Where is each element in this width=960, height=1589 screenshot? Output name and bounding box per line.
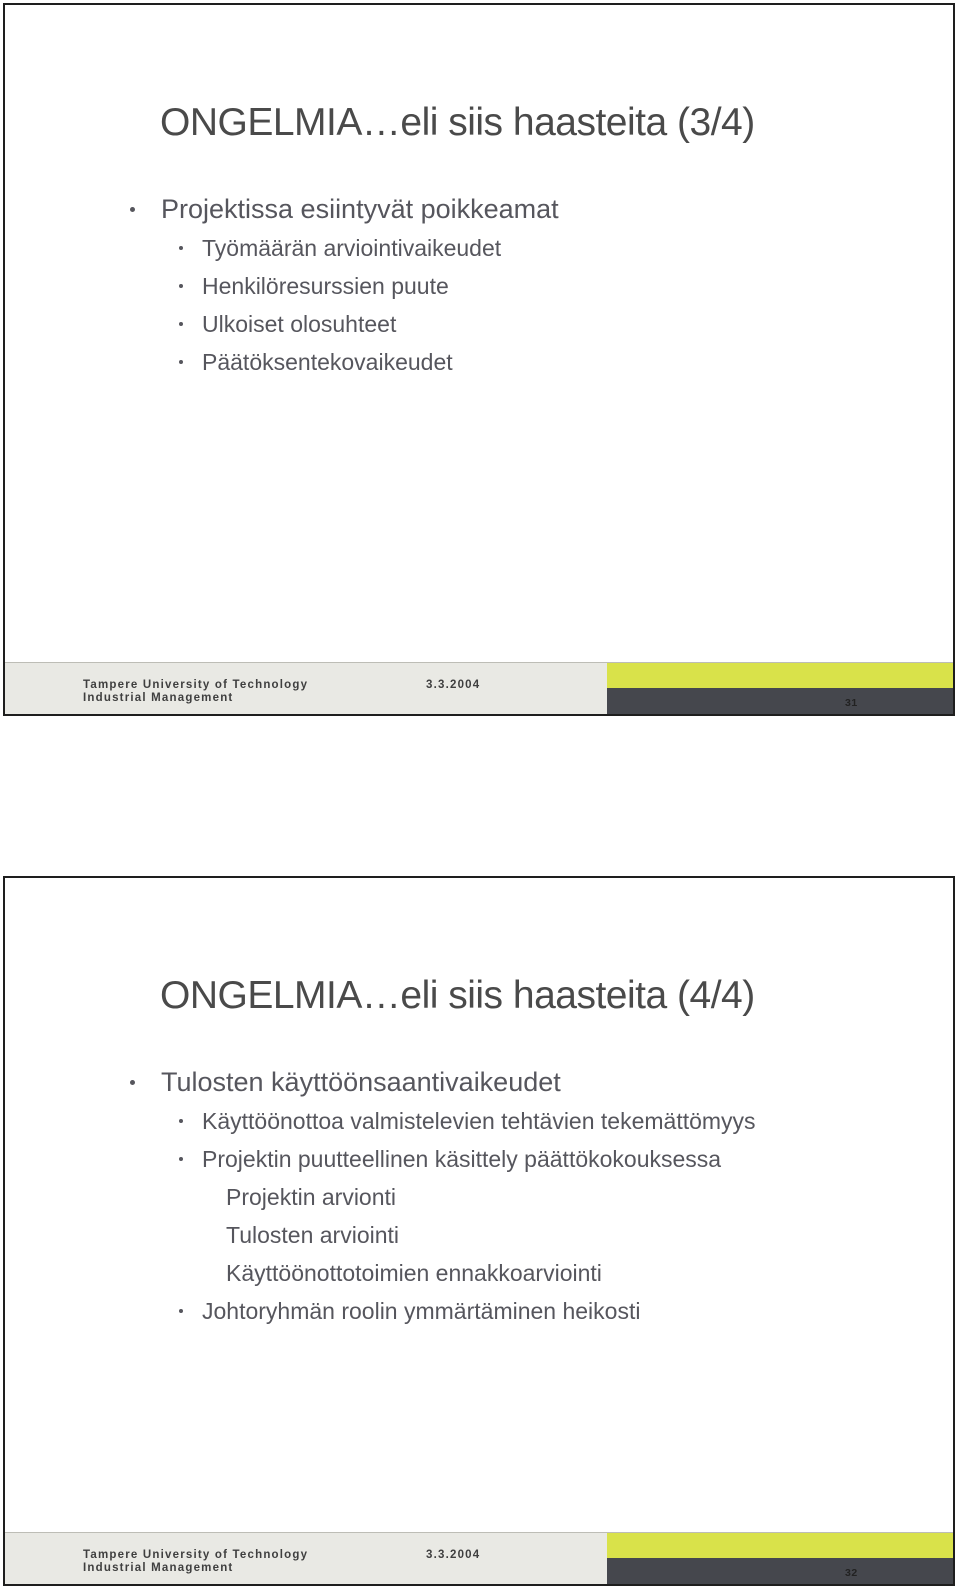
sub-bullet-item — [5, 1102, 953, 1140]
bullet-text: Projektissa esiintyvät poikkeamat — [161, 194, 559, 224]
bullet-icon — [179, 1119, 183, 1123]
bullet-item — [5, 1062, 953, 1102]
bullet-icon — [130, 1080, 135, 1085]
bullet-text: Työmäärän arviointivaikeudet — [202, 235, 502, 261]
bullet-text: Käyttöönottoa valmistelevien tehtävien tekemättömyys — [202, 1108, 756, 1134]
divider — [5, 1532, 953, 1533]
sub-bullet-item — [5, 1140, 953, 1178]
sub-bullet-item — [5, 1292, 953, 1330]
bullet-icon — [179, 1309, 183, 1313]
bullet-text: Projektin puutteellinen käsittely päättökokouksessa — [202, 1146, 722, 1172]
slide-footer — [5, 662, 953, 714]
footer-dark-bar — [607, 688, 953, 714]
sub-bullet-item — [5, 229, 953, 267]
bullet-text: Projektin arvionti — [226, 1184, 397, 1210]
sub-sub-item — [5, 1254, 953, 1292]
sub-bullet-item — [5, 343, 953, 381]
bullet-icon — [179, 246, 183, 250]
bullet-text: Johtoryhmän roolin ymmärtäminen heikosti — [202, 1298, 641, 1324]
slide-date: 3.3.2004 — [426, 679, 481, 691]
bullet-text: Tulosten käyttöönsaantivaikeudet — [161, 1067, 561, 1097]
bullet-icon — [130, 207, 135, 212]
sub-sub-item — [5, 1178, 953, 1216]
slide-title: ONGELMIA…eli siis haasteita (3/4) — [160, 101, 755, 144]
slide-footer — [5, 1532, 953, 1584]
department-name: Industrial Management — [83, 1562, 234, 1574]
university-name: Tampere University of Technology — [83, 1549, 309, 1561]
sub-sub-item — [5, 1216, 953, 1254]
footer-accent-bar — [607, 662, 953, 688]
bullet-item — [5, 189, 953, 229]
slide-32 — [3, 876, 955, 1586]
page-number: 31 — [845, 697, 858, 709]
slide-title: ONGELMIA…eli siis haasteita (4/4) — [160, 974, 755, 1017]
page-number: 32 — [845, 1567, 858, 1579]
sub-bullet-item — [5, 267, 953, 305]
bullet-text: Käyttöönottotoimien ennakkoarviointi — [226, 1260, 602, 1286]
bullet-text: Päätöksentekovaikeudet — [202, 349, 453, 375]
bullet-text: Henkilöresurssien puute — [202, 273, 449, 299]
bullet-list — [5, 1062, 953, 1330]
bullet-text: Tulosten arviointi — [226, 1222, 400, 1248]
bullet-list — [5, 189, 953, 381]
bullet-text: Ulkoiset olosuhteet — [202, 311, 397, 337]
bullet-icon — [179, 322, 183, 326]
footer-dark-bar — [607, 1558, 953, 1584]
department-name: Industrial Management — [83, 692, 234, 704]
bullet-icon — [179, 284, 183, 288]
sub-bullet-item — [5, 305, 953, 343]
bullet-icon — [179, 1157, 183, 1161]
divider — [5, 662, 953, 663]
slide-date: 3.3.2004 — [426, 1549, 481, 1561]
bullet-icon — [179, 360, 183, 364]
footer-accent-bar — [607, 1532, 953, 1558]
slide-31 — [3, 3, 955, 716]
university-name: Tampere University of Technology — [83, 679, 309, 691]
